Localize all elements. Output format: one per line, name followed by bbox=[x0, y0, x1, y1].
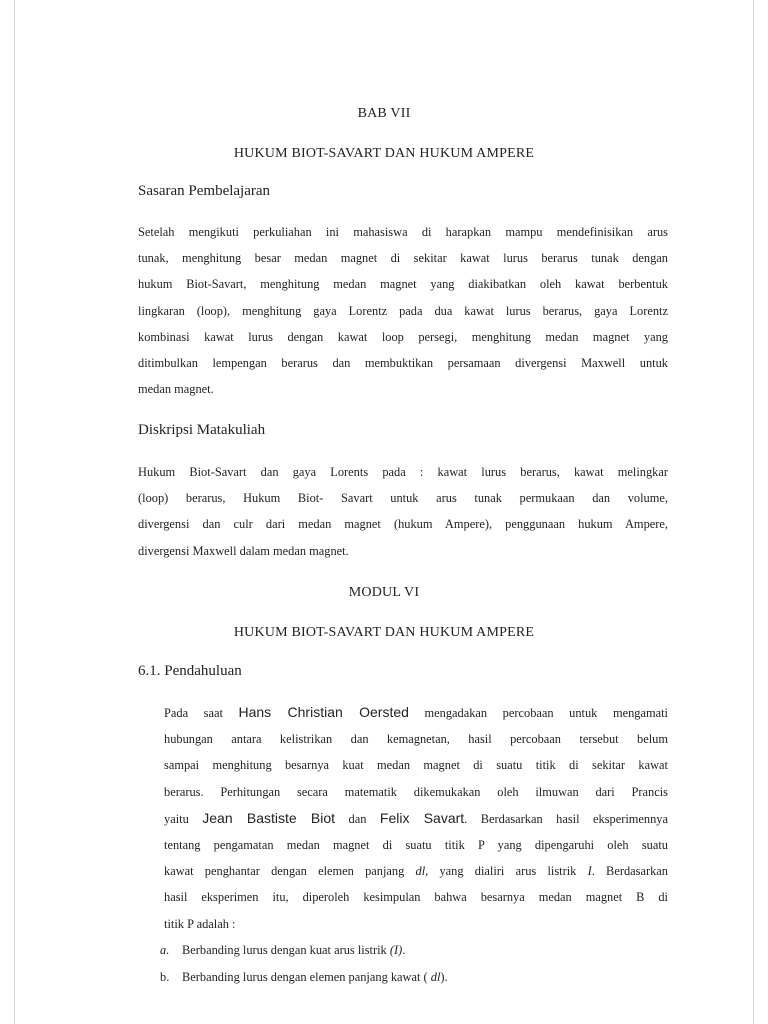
list-marker: b. bbox=[160, 970, 170, 984]
list-marker: a. bbox=[160, 943, 170, 957]
paragraph-line: titik P adalah : bbox=[164, 916, 236, 931]
introduction-paragraph bbox=[164, 699, 668, 937]
introduction-heading: 6.1. Pendahuluan bbox=[138, 663, 242, 679]
list-item: a. Berbanding lurus dengan kuat arus listrik (I). bbox=[160, 943, 406, 957]
paragraph-line: sampai menghitung besarnya kuat medan magnet di suatu titik di sekitar kawat bbox=[164, 758, 668, 773]
paragraph-line: kawat penghantar dengan elemen panjang dl, yang dialiri arus listrik I. Berdasarkan bbox=[164, 864, 668, 879]
paragraph-line: Hukum Biot-Savart dan gaya Lorents pada : kawat lurus berarus, kawat melingkar bbox=[138, 465, 668, 479]
chapter-label: BAB VII bbox=[357, 106, 411, 121]
paragraph-line: divergensi dan culr dari medan magnet (hukum Ampere), penggunaan hukum Ampere, bbox=[138, 517, 668, 532]
paragraph-line: hubungan antara kelistrikan dan kemagnetan, hasil percobaan tersebut belum bbox=[164, 732, 668, 747]
paragraph-line: yaitu Jean Bastiste Biot dan Felix Savart. Berdasarkan hasil eksperimennya bbox=[164, 809, 668, 826]
course-description-heading: Diskripsi Matakuliah bbox=[138, 422, 266, 438]
paragraph-line: kombinasi kawat lurus dengan kawat loop persegi, menghitung medan magnet yang bbox=[138, 329, 668, 344]
chapter-title: HUKUM BIOT-SAVART DAN HUKUM AMPERE bbox=[233, 146, 535, 161]
paragraph-line: divergensi Maxwell dalam medan magnet. bbox=[138, 543, 349, 558]
paragraph-line: Setelah mengikuti perkuliahan ini mahasiswa di harapkan mampu mendefinisikan arus bbox=[138, 225, 668, 239]
module-label: MODUL VI bbox=[348, 585, 420, 600]
symbol-i: I bbox=[587, 864, 592, 879]
paragraph-line: (loop) berarus, Hukum Biot- Savart untuk arus tunak permukaan dan volume, bbox=[138, 491, 668, 506]
learning-goals-heading: Sasaran Pembelajaran bbox=[138, 183, 271, 199]
paragraph-line: hukum Biot-Savart, menghitung medan magnet yang diakibatkan oleh kawat berbentuk bbox=[138, 277, 668, 292]
paragraph-line: tentang pengamatan medan magnet di suatu titik P yang dipengaruhi oleh suatu bbox=[164, 838, 668, 853]
symbol-i: (I) bbox=[389, 943, 403, 957]
person-name: Jean Bastiste Biot bbox=[202, 809, 336, 826]
learning-goals-paragraph bbox=[138, 219, 668, 402]
symbol-dl: dl bbox=[415, 864, 426, 879]
paragraph-line: hasil eksperimen itu, diperoleh kesimpulan bahwa besarnya medan magnet B di bbox=[164, 890, 668, 905]
person-name: Felix Savart bbox=[379, 809, 465, 826]
paragraph-line: Pada saat Hans Christian Oersted mengadakan percobaan untuk mengamati bbox=[164, 704, 668, 720]
symbol-dl: dl bbox=[430, 970, 441, 984]
paragraph-line: medan magnet. bbox=[138, 382, 214, 397]
paragraph-line: berarus. Perhitungan secara matematik dikemukakan oleh ilmuwan dari Prancis bbox=[164, 784, 668, 799]
paragraph-line: lingkaran (loop), menghitung gaya Lorentz pada dua kawat lurus berarus, gaya Lorentz bbox=[138, 303, 668, 318]
paragraph-line: tunak, menghitung besar medan magnet di sekitar kawat lurus berarus tunak dengan bbox=[138, 251, 668, 266]
list-item: b. Berbanding lurus dengan elemen panjang kawat ( dl). bbox=[160, 970, 448, 984]
course-description-paragraph bbox=[138, 459, 668, 564]
person-name: Hans Christian Oersted bbox=[238, 704, 409, 720]
paragraph-line: ditimbulkan lempengan berarus dan membuktikan persamaan divergensi Maxwell untuk bbox=[138, 356, 668, 371]
module-title: HUKUM BIOT-SAVART DAN HUKUM AMPERE bbox=[233, 625, 535, 640]
